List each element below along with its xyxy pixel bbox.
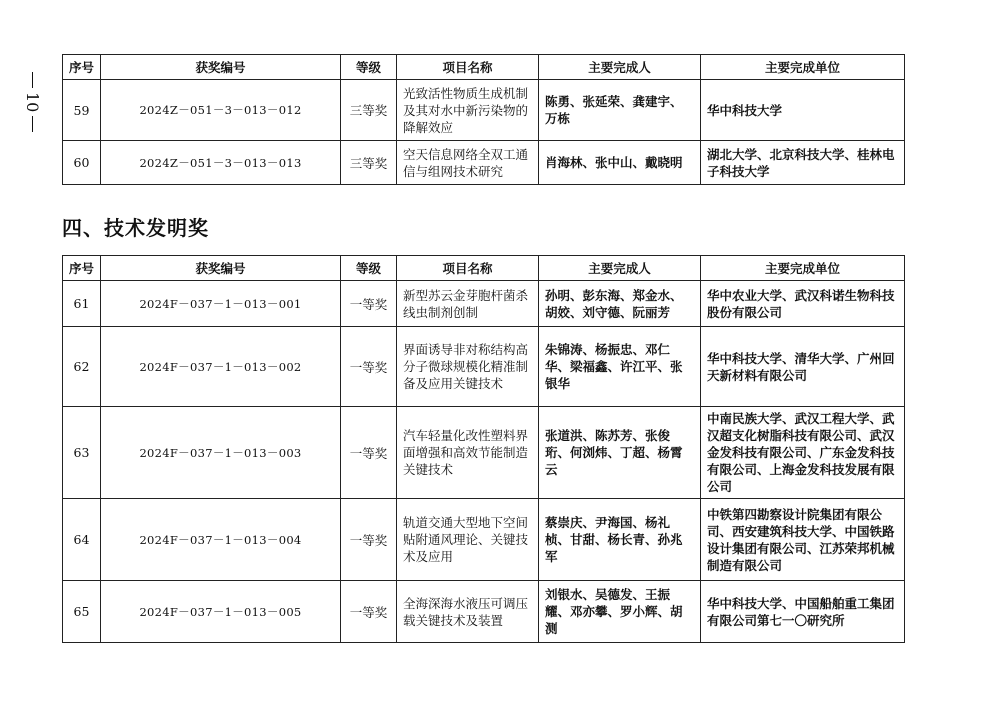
column-header-org: 主要完成单位: [701, 55, 905, 80]
cell-people: 孙明、彭东海、郑金水、胡姣、刘守德、阮丽芳: [539, 281, 701, 327]
table-header-row: [63, 55, 905, 80]
cell-people: 刘银水、吴德发、王振耀、邓亦攀、罗小辉、胡测: [539, 581, 701, 643]
column-header-people: 主要完成人: [539, 256, 701, 281]
awards-table-natural-science: [62, 54, 905, 185]
cell-project: 汽车轻量化改性塑料界面增强和高效节能制造关键技术: [397, 407, 539, 499]
table-row: [63, 581, 905, 643]
table-header-row: [63, 256, 905, 281]
cell-grade: 一等奖: [341, 281, 397, 327]
column-header-org: 主要完成单位: [701, 256, 905, 281]
cell-people: 肖海林、张中山、戴晓明: [539, 141, 701, 185]
cell-people: 蔡崇庆、尹海国、杨礼桢、甘甜、杨长青、孙兆军: [539, 499, 701, 581]
cell-grade: 一等奖: [341, 499, 397, 581]
cell-org: 湖北大学、北京科技大学、桂林电子科技大学: [701, 141, 905, 185]
cell-no: 61: [63, 281, 101, 327]
cell-code: 2024F－037－1－013－004: [101, 499, 341, 581]
cell-people: 朱锦涛、杨振忠、邓仁华、梁福鑫、许江平、张银华: [539, 327, 701, 407]
cell-project: 光致活性物质生成机制及其对水中新污染物的降解效应: [397, 80, 539, 141]
cell-org: 华中科技大学、中国船舶重工集团有限公司第七一〇研究所: [701, 581, 905, 643]
page-number: [22, 68, 42, 136]
column-header-project: 项目名称: [397, 55, 539, 80]
table-row: [63, 141, 905, 185]
cell-no: 59: [63, 80, 101, 141]
column-header-people: 主要完成人: [539, 55, 701, 80]
cell-people: 陈勇、张延荣、龚建宇、万栋: [539, 80, 701, 141]
cell-grade: 三等奖: [341, 80, 397, 141]
cell-code: 2024F－037－1－013－002: [101, 327, 341, 407]
cell-code: 2024F－037－1－013－003: [101, 407, 341, 499]
table-row: [63, 407, 905, 499]
cell-no: 62: [63, 327, 101, 407]
awards-table-technical-invention: [62, 255, 905, 643]
cell-org: 中铁第四勘察设计院集团有限公司、西安建筑科技大学、中国铁路设计集团有限公司、江苏荣邦机械制造有限公司: [701, 499, 905, 581]
column-header-grade: 等级: [341, 55, 397, 80]
cell-no: 64: [63, 499, 101, 581]
column-header-project: 项目名称: [397, 256, 539, 281]
cell-project: 新型苏云金芽胞杆菌杀线虫制剂创制: [397, 281, 539, 327]
cell-org: 中南民族大学、武汉工程大学、武汉超支化树脂科技有限公司、武汉金发科技有限公司、广东金发科技有限公司、上海金发科技发展有限公司: [701, 407, 905, 499]
table-row: [63, 499, 905, 581]
cell-grade: 一等奖: [341, 581, 397, 643]
page-number-dash-top: [32, 72, 33, 88]
section-heading: 四、技术发明奖: [62, 216, 209, 240]
cell-org: 华中农业大学、武汉科诺生物科技股份有限公司: [701, 281, 905, 327]
cell-project: 空天信息网络全双工通信与组网技术研究: [397, 141, 539, 185]
table-row: [63, 327, 905, 407]
cell-project: 轨道交通大型地下空间贴附通风理论、关键技术及应用: [397, 499, 539, 581]
column-header-no: 序号: [63, 55, 101, 80]
cell-grade: 一等奖: [341, 327, 397, 407]
table-row: [63, 281, 905, 327]
column-header-code: 获奖编号: [101, 256, 341, 281]
cell-people: 张道洪、陈苏芳、张俊珩、何浏炜、丁超、杨霄云: [539, 407, 701, 499]
cell-code: 2024Z－051－3－013－013: [101, 141, 341, 185]
cell-project: 全海深海水液压可调压载关键技术及装置: [397, 581, 539, 643]
cell-org: 华中科技大学: [701, 80, 905, 141]
column-header-no: 序号: [63, 256, 101, 281]
cell-code: 2024F－037－1－013－001: [101, 281, 341, 327]
cell-grade: 三等奖: [341, 141, 397, 185]
page-number-text: 10: [23, 92, 42, 113]
cell-no: 65: [63, 581, 101, 643]
cell-code: 2024Z－051－3－013－012: [101, 80, 341, 141]
cell-no: 63: [63, 407, 101, 499]
column-header-code: 获奖编号: [101, 55, 341, 80]
table-row: [63, 80, 905, 141]
cell-project: 界面诱导非对称结构高分子微球规模化精准制备及应用关键技术: [397, 327, 539, 407]
cell-no: 60: [63, 141, 101, 185]
page-number-dash-bottom: [32, 116, 33, 132]
cell-code: 2024F－037－1－013－005: [101, 581, 341, 643]
cell-org: 华中科技大学、清华大学、广州回天新材料有限公司: [701, 327, 905, 407]
column-header-grade: 等级: [341, 256, 397, 281]
cell-grade: 一等奖: [341, 407, 397, 499]
